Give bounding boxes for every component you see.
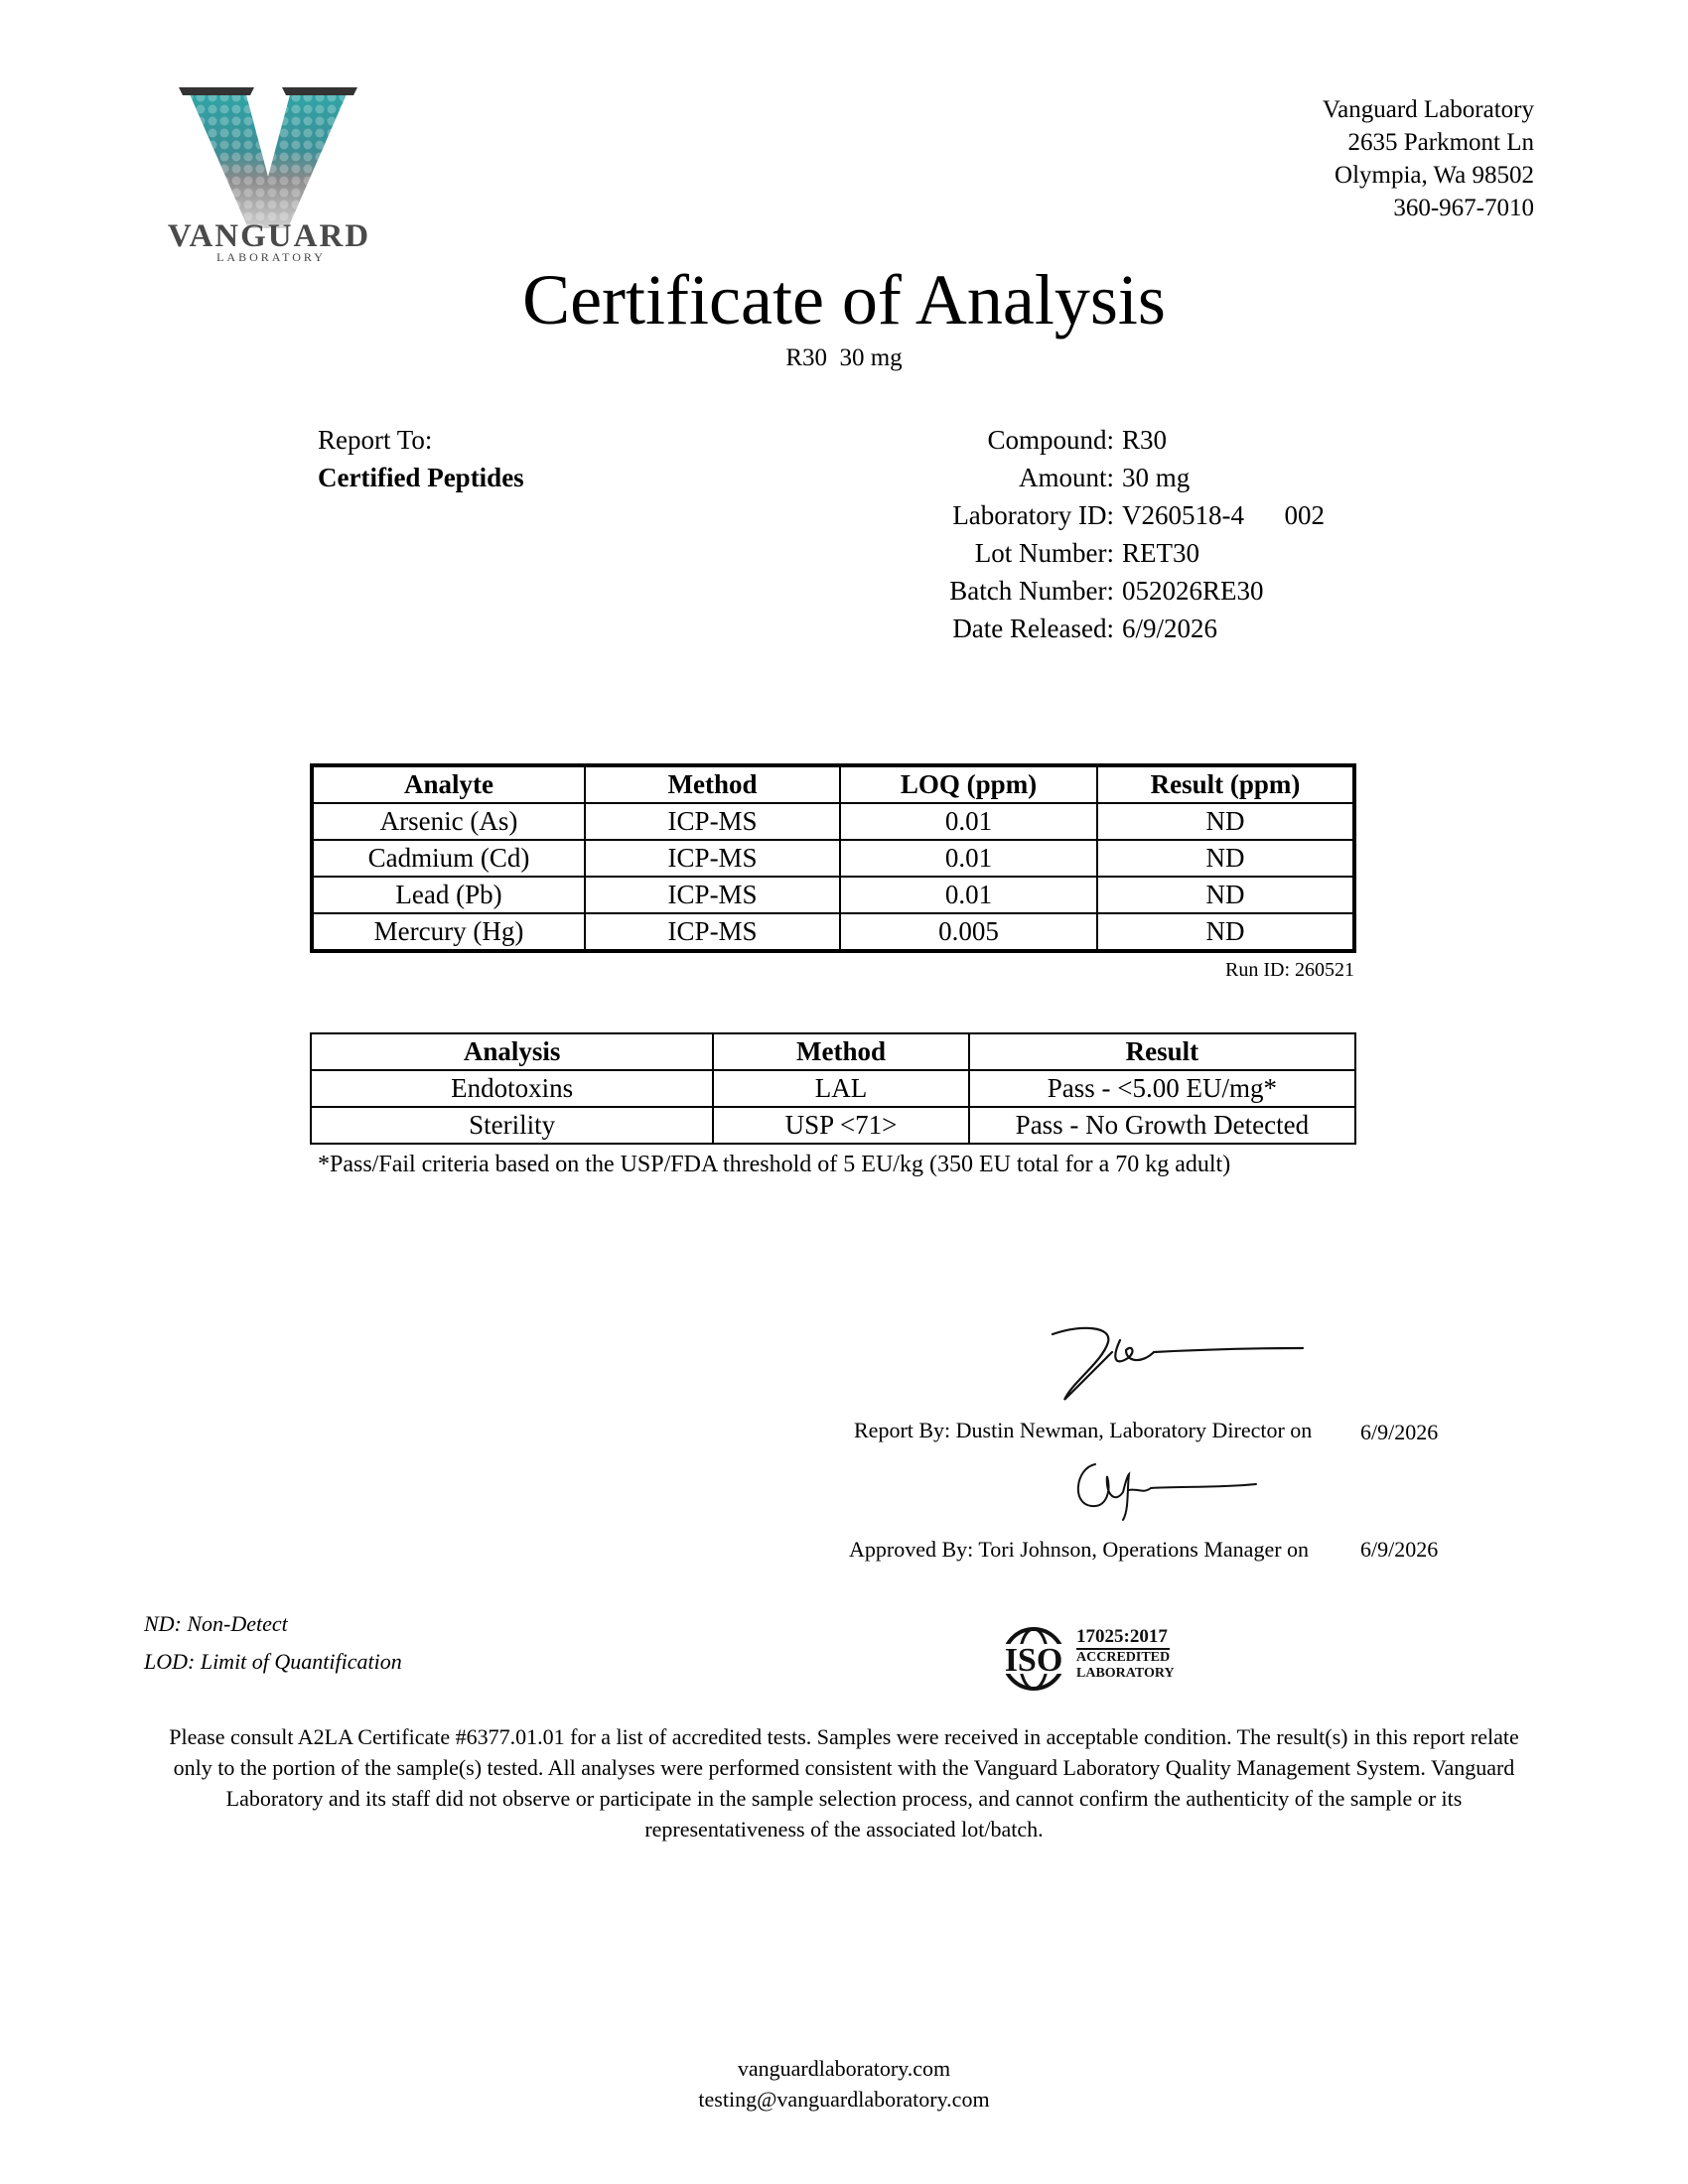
table-cell: USP <71> <box>713 1107 969 1144</box>
detail-row-batch-number <box>894 572 1325 610</box>
table-cell: 0.01 <box>840 877 1097 913</box>
table-header-row <box>312 765 1354 803</box>
column-header: Method <box>585 765 840 803</box>
detail-value: 6/9/2026 <box>1122 614 1218 643</box>
table-cell: Pass - No Growth Detected <box>969 1107 1355 1144</box>
lab-street: 2635 Parkmont Ln <box>1347 129 1534 156</box>
table-row <box>311 1107 1355 1144</box>
table-cell: Sterility <box>311 1107 713 1144</box>
approved-by-text: Approved By: Tori Johnson, Operations Manager on <box>849 1537 1310 1562</box>
lab-address <box>1323 93 1534 224</box>
table-cell: LAL <box>713 1070 969 1107</box>
vanguard-logo <box>159 79 377 268</box>
document-title: Certificate of Analysis <box>522 260 1166 340</box>
detail-value: V260518-4 002 <box>1122 500 1325 530</box>
detail-label: Compound: <box>987 425 1114 455</box>
table-header-row <box>311 1033 1355 1070</box>
detail-row-laboratory-id <box>894 496 1325 534</box>
footer-website: vanguardlaboratory.com <box>737 2056 951 2081</box>
table-cell: Endotoxins <box>311 1070 713 1107</box>
iso-accreditation-seal <box>995 1626 1194 1692</box>
table-cell: 0.01 <box>840 803 1097 840</box>
detail-value: 052026RE30 <box>1122 576 1264 606</box>
column-header: Result (ppm) <box>1097 765 1354 803</box>
column-header: Analyte <box>312 765 585 803</box>
report-to-label: Report To: <box>318 425 433 455</box>
report-by-text: Report By: Dustin Newman, Laboratory Director on <box>854 1418 1313 1442</box>
detail-label: Batch Number: <box>949 576 1114 606</box>
logo-subtitle: LABORATORY <box>216 250 326 264</box>
column-header: LOQ (ppm) <box>840 765 1097 803</box>
pass-fail-footnote: *Pass/Fail criteria based on the USP/FDA threshold of 5 EU/kg (350 EU total for a 70 kg adult) <box>318 1152 1231 1177</box>
detail-value: R30 <box>1122 425 1168 455</box>
lab-city: Olympia, Wa 98502 <box>1335 162 1534 189</box>
lab-phone: 360-967-7010 <box>1393 195 1534 221</box>
table-cell: Cadmium (Cd) <box>312 840 585 877</box>
detail-row-lot-number <box>894 534 1325 572</box>
detail-label: Date Released: <box>952 614 1114 643</box>
heavy-metals-table <box>310 763 1356 953</box>
logo-wordmark: VANGUARD <box>167 218 371 254</box>
detail-label: Lot Number: <box>974 538 1114 568</box>
manager-signature <box>1067 1454 1266 1524</box>
disclaimer-text: Please consult A2LA Certificate #6377.01.01 for a list of accredited tests. Samples were received in acceptable condition. The result(s) in this report relate only to the portion of the sample(s) tested. All analyses were performed consistent with the Vanguard Laboratory Quality Management System. Vanguard Laboratory and its staff did not observe or participate in the sample selection process, and cannot confirm the authenticity of the sample or its representativeness of the associated lot/batch. <box>169 1724 1519 1842</box>
report-by-date: 6/9/2026 <box>1360 1420 1439 1444</box>
table-row <box>312 877 1354 913</box>
legend-nd: ND: Non-Detect <box>144 1611 288 1636</box>
run-id: Run ID: 260521 <box>1225 959 1354 981</box>
iso-mark: ISO <box>1004 1642 1063 1679</box>
table-cell: ND <box>1097 913 1354 951</box>
document-subtitle: R30 30 mg <box>785 344 903 371</box>
detail-value: RET30 <box>1122 538 1199 568</box>
detail-row-compound <box>894 421 1325 459</box>
detail-label: Laboratory ID: <box>952 500 1114 530</box>
client-name: Certified Peptides <box>318 463 524 492</box>
column-header: Result <box>969 1033 1355 1070</box>
sample-details <box>894 421 1325 647</box>
lab-name: Vanguard Laboratory <box>1322 96 1534 123</box>
table-cell: ICP-MS <box>585 877 840 913</box>
detail-label: Amount: <box>1018 463 1114 492</box>
table-cell: Lead (Pb) <box>312 877 585 913</box>
legend-lod: LOD: Limit of Quantification <box>144 1649 402 1674</box>
table-cell: ICP-MS <box>585 913 840 951</box>
director-signature <box>1043 1322 1311 1412</box>
detail-row-amount <box>894 459 1325 496</box>
table-cell: 0.01 <box>840 840 1097 877</box>
table-row <box>312 840 1354 877</box>
table-row <box>312 803 1354 840</box>
table-cell: ND <box>1097 840 1354 877</box>
column-header: Analysis <box>311 1033 713 1070</box>
report-to-block <box>318 421 524 496</box>
table-cell: ND <box>1097 877 1354 913</box>
table-cell: 0.005 <box>840 913 1097 951</box>
detail-value: 30 mg <box>1122 463 1191 492</box>
page-footer <box>0 2053 1688 2115</box>
globe-icon <box>995 1626 1072 1692</box>
iso-standard: 17025:2017 <box>1076 1626 1168 1647</box>
microbiology-table <box>310 1032 1356 1145</box>
table-cell: Pass - <5.00 EU/mg* <box>969 1070 1355 1107</box>
footer-email: testing@vanguardlaboratory.com <box>698 2087 990 2112</box>
approved-by-date: 6/9/2026 <box>1360 1537 1439 1562</box>
iso-line1: ACCREDITED <box>1076 1650 1171 1665</box>
table-cell: Arsenic (As) <box>312 803 585 840</box>
table-cell: ND <box>1097 803 1354 840</box>
table-cell: ICP-MS <box>585 840 840 877</box>
detail-row-date-released <box>894 610 1325 647</box>
table-row <box>312 913 1354 951</box>
table-row <box>311 1070 1355 1107</box>
column-header: Method <box>713 1033 969 1070</box>
table-cell: ICP-MS <box>585 803 840 840</box>
iso-line2: LABORATORY <box>1076 1666 1175 1681</box>
abbreviation-legend <box>144 1605 402 1681</box>
table-cell: Mercury (Hg) <box>312 913 585 951</box>
logo-v-mark <box>159 79 377 228</box>
